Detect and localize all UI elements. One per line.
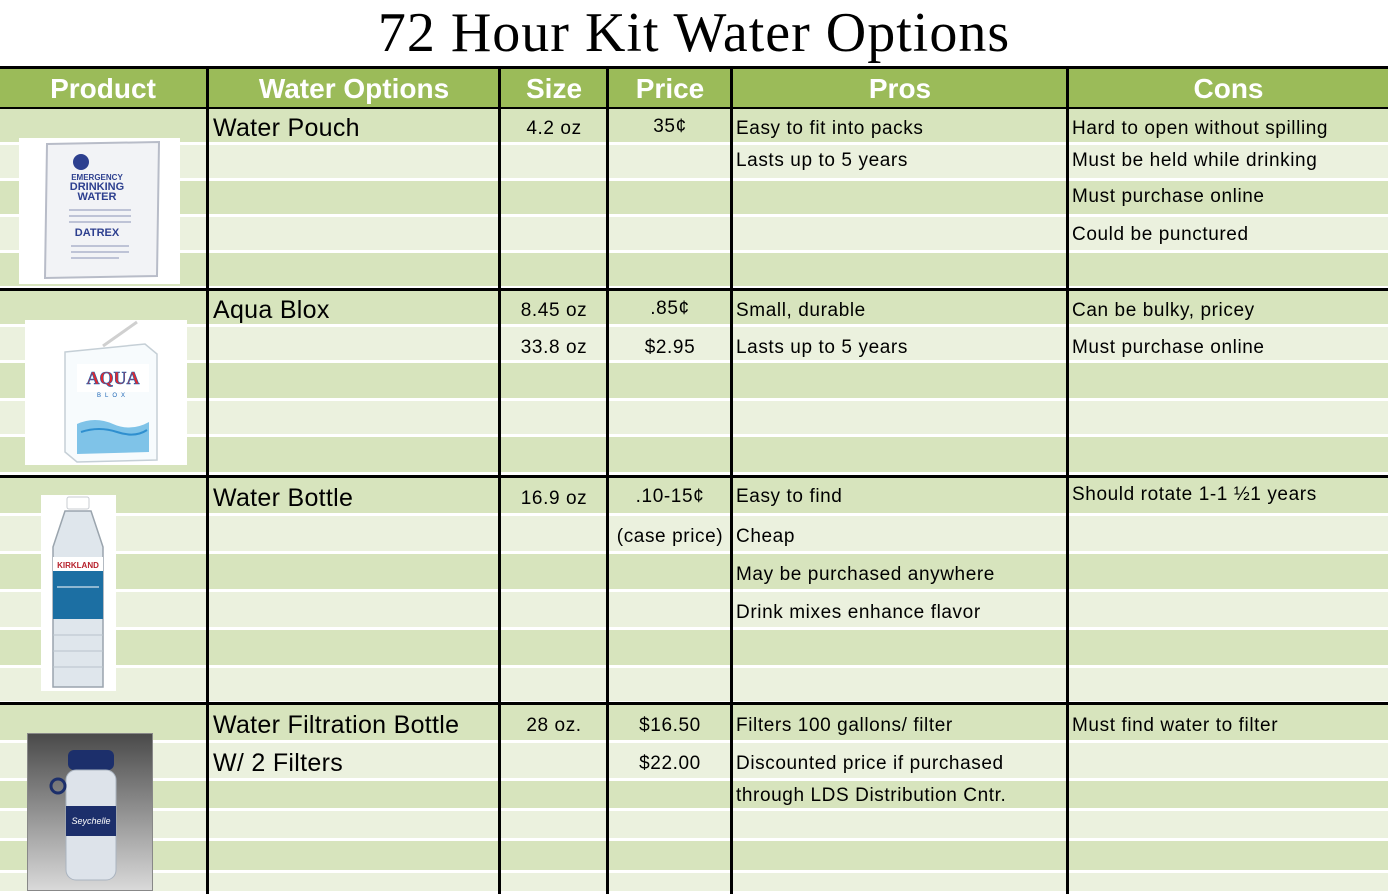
pro-item: through LDS Distribution Cntr. bbox=[736, 785, 1007, 806]
column-divider bbox=[1066, 66, 1069, 894]
blox-logo: BLOX bbox=[96, 393, 130, 399]
header-cons: Cons bbox=[1193, 73, 1264, 104]
filter-brand: Seychelle bbox=[71, 816, 111, 826]
pouch-label-3: WATER bbox=[77, 191, 117, 203]
column-divider bbox=[498, 66, 501, 894]
size-value: 4.2 oz bbox=[526, 118, 582, 139]
column-divider bbox=[206, 66, 209, 894]
price-value: $16.50 bbox=[639, 715, 701, 736]
product-name: Water Bottle bbox=[213, 484, 354, 512]
header-pros: Pros bbox=[868, 73, 932, 104]
aqua-blox-image bbox=[25, 320, 187, 465]
price-value: .10-15¢ bbox=[635, 486, 705, 507]
pouch-brand: DATREX bbox=[74, 227, 120, 239]
pro-item: Lasts up to 5 years bbox=[736, 337, 908, 358]
pro-item: Lasts up to 5 years bbox=[736, 150, 908, 171]
con-item: Hard to open without spilling bbox=[1072, 118, 1329, 139]
con-item: Must purchase online bbox=[1072, 186, 1265, 207]
pro-item: May be purchased anywhere bbox=[736, 564, 995, 585]
size-value: 8.45 oz bbox=[520, 300, 588, 321]
con-item: Should rotate 1-1 ½1 years bbox=[1072, 484, 1317, 505]
header-price: Price bbox=[635, 73, 705, 104]
con-item: Must find water to filter bbox=[1072, 715, 1279, 736]
filtration-bottle-image bbox=[27, 733, 153, 891]
con-item: Must be held while drinking bbox=[1072, 150, 1318, 171]
price-value: $22.00 bbox=[639, 753, 701, 774]
product-name: Aqua Blox bbox=[213, 296, 330, 324]
column-divider bbox=[606, 66, 609, 894]
aqua-logo: AQUA bbox=[86, 368, 140, 388]
product-name: Water Pouch bbox=[213, 114, 360, 142]
pro-item: Filters 100 gallons/ filter bbox=[736, 715, 953, 736]
pro-item: Cheap bbox=[736, 526, 795, 547]
header-water-options: Water Options bbox=[258, 73, 450, 104]
price-value: $2.95 bbox=[644, 337, 696, 358]
price-value: 35¢ bbox=[653, 116, 687, 137]
bottle-brand: KIRKLAND bbox=[57, 561, 99, 570]
header-size: Size bbox=[525, 73, 583, 104]
page-title: 72 Hour Kit Water Options bbox=[377, 2, 1011, 64]
price-value: (case price) bbox=[616, 526, 724, 547]
column-divider bbox=[730, 66, 733, 894]
water-pouch-image bbox=[19, 138, 180, 284]
pro-item: Easy to fit into packs bbox=[736, 118, 924, 139]
pro-item: Discounted price if purchased bbox=[736, 753, 1004, 774]
size-value: 28 oz. bbox=[526, 715, 582, 736]
pro-item: Drink mixes enhance flavor bbox=[736, 602, 981, 623]
pouch-label-2: DRINKING bbox=[69, 181, 125, 193]
size-value: 16.9 oz bbox=[520, 488, 588, 509]
con-item: Must purchase online bbox=[1072, 337, 1265, 358]
con-item: Could be punctured bbox=[1072, 224, 1249, 245]
size-value: 33.8 oz bbox=[520, 337, 588, 358]
pro-item: Small, durable bbox=[736, 300, 866, 321]
water-bottle-image bbox=[41, 495, 116, 691]
pouch-label-1: EMERGENCY bbox=[71, 173, 123, 182]
pro-item: Easy to find bbox=[736, 486, 843, 507]
con-item: Can be bulky, pricey bbox=[1072, 300, 1255, 321]
product-name: W/ 2 Filters bbox=[213, 749, 343, 777]
header-product: Product bbox=[50, 73, 156, 104]
price-value: .85¢ bbox=[650, 298, 690, 319]
product-name: Water Filtration Bottle bbox=[213, 711, 460, 739]
